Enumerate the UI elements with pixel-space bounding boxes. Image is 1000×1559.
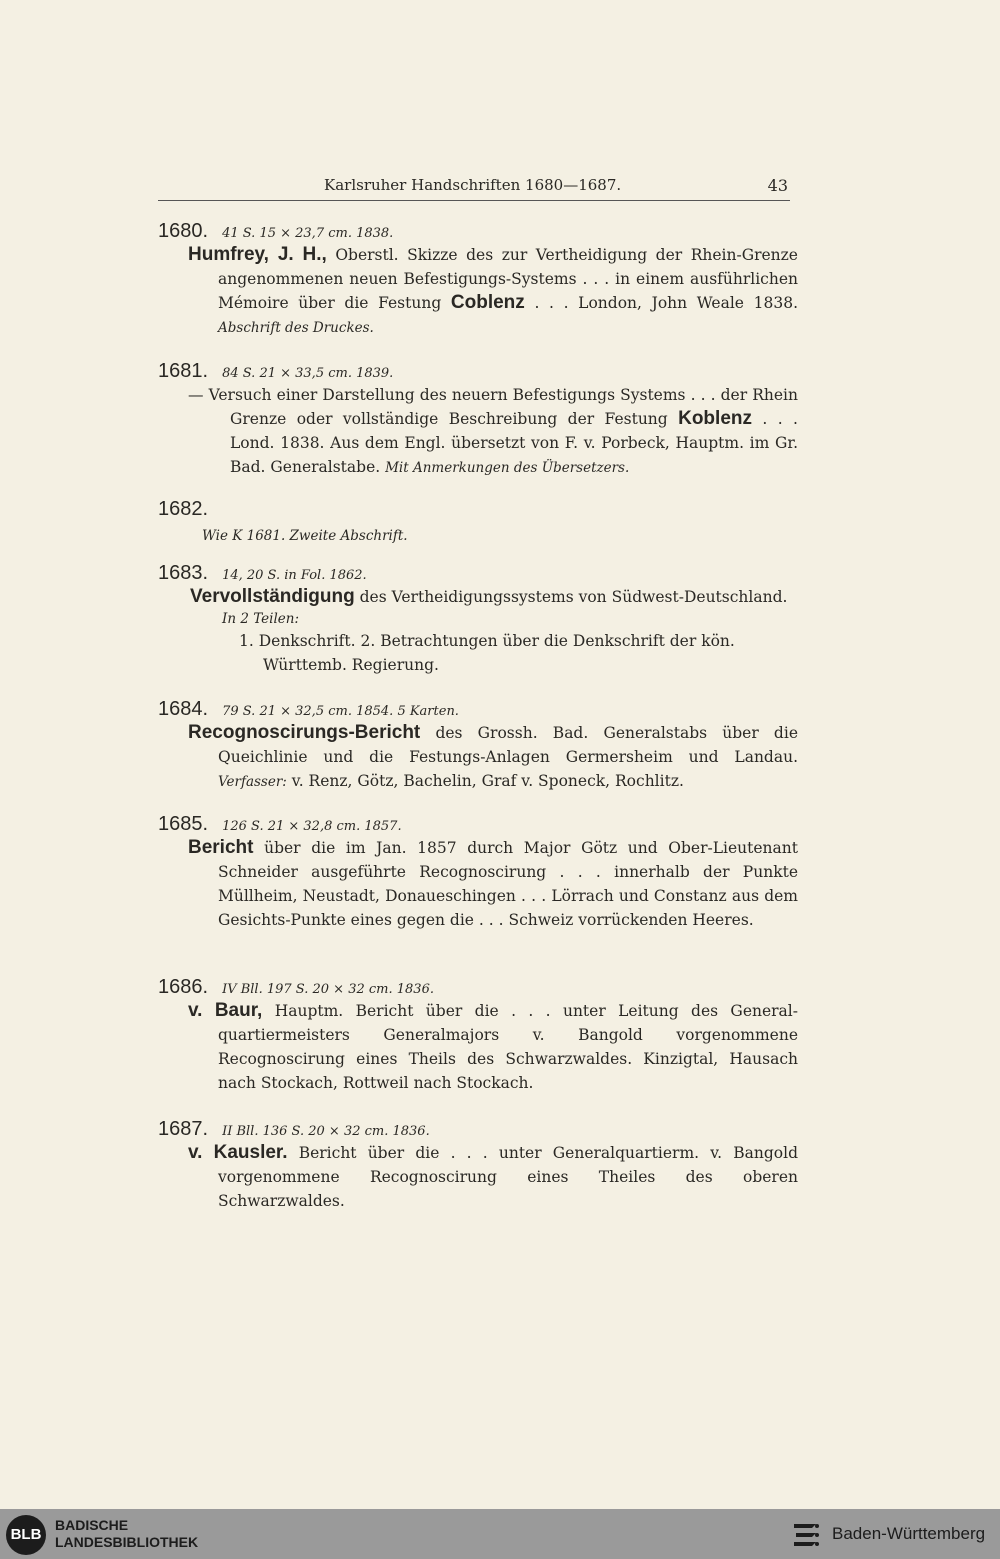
entry-number: 1687. (158, 1118, 209, 1140)
entry-title: Bericht (188, 837, 254, 858)
catalog-entry-1681 (158, 360, 798, 480)
state-name[interactable]: Baden-Württemberg (832, 1524, 986, 1543)
catalog-entry-1685 (158, 813, 798, 932)
entry-number: 1681. (158, 360, 209, 382)
entry-text: Bericht über die . . . unter Generalquartierm. v. Bangold vorgenommene Recognoscirung eines Theiles des oberen Schwarzwaldes. (218, 1144, 798, 1210)
footer-bar (0, 1509, 1000, 1559)
entry-number: 1682. (158, 498, 209, 520)
entry-body (158, 1141, 798, 1213)
entry-meta: 41 S. 15 × 23,7 cm. 1838. (222, 226, 394, 241)
entry-number: 1683. (158, 562, 209, 584)
entry-body (158, 836, 798, 932)
entry-meta: IV Bll. 197 S. 20 × 32 cm. 1836. (222, 982, 434, 997)
entry-subnote: In 2 Teilen: (222, 611, 300, 627)
entry-title: Recognoscirungs-Bericht (188, 722, 421, 743)
entry-label: Verfasser: (218, 774, 287, 790)
entry-text-cont: . . . London, John Weale 1838. (524, 294, 798, 312)
catalog-entry-1683 (158, 562, 798, 677)
entry-meta: 14, 20 S. in Fol. 1862. (222, 568, 367, 583)
entry-meta: 84 S. 21 × 33,5 cm. 1839. (222, 366, 394, 381)
entry-text: Hauptm. Bericht über die . . . unter Leitung des General-quartiermeisters Generalmajors v. Bangold vorgenommene Recognoscirung eines Theils des Schwarzwaldes. Kinzigtal, Hausach nach Stockach, Rottweil nach Stockach. (218, 1002, 798, 1092)
entry-note: Wie K 1681. Zweite Abschrift. (202, 528, 408, 544)
catalog-entry-1684 (158, 698, 798, 794)
blb-logo[interactable]: BLB (6, 1515, 46, 1555)
entry-place: Koblenz (678, 408, 752, 429)
library-name-line1: BADISCHE (55, 1517, 129, 1533)
entry-meta: II Bll. 136 S. 20 × 32 cm. 1836. (222, 1124, 430, 1139)
entry-name: Humfrey, J. H., (188, 244, 327, 265)
entry-place: Coblenz (450, 292, 525, 313)
catalog-entry-1680 (158, 220, 798, 340)
library-name[interactable] (55, 1517, 198, 1551)
entry-number: 1685. (158, 813, 209, 835)
entry-name: Kausler. (213, 1142, 288, 1163)
entry-meta: 126 S. 21 × 32,8 cm. 1857. (222, 819, 402, 834)
entry-body (158, 383, 798, 480)
entry-meta: 79 S. 21 × 32,5 cm. 1854. 5 Karten. (222, 704, 459, 719)
entry-note: Abschrift des Druckes. (218, 320, 374, 336)
entry-body (158, 999, 798, 1095)
entry-number: 1686. (158, 976, 209, 998)
entry-body (158, 243, 798, 340)
entry-body (158, 585, 798, 609)
entry-number: 1684. (158, 698, 209, 720)
catalog-entry-1687 (158, 1118, 798, 1213)
entry-text: über die im Jan. 1857 durch Major Götz und Ober-Lieutenant Schneider ausgeführte Recognoscirung . . . innerhalb der Punkte Müllheim, Neustadt, Donaueschingen . . . Lörrach und Constanz aus dem Gesichts-Punkte eines gegen die . . . Schweiz vorrückenden Heeres. (218, 839, 798, 929)
entry-text: — Versuch einer Darstellung des neuern Befestigungs Systems . . . der Rhein Grenze oder vollständige Beschreibung der Festung (188, 386, 798, 428)
catalog-entry-1682 (158, 498, 798, 551)
catalog-entry-1686 (158, 976, 798, 1095)
entry-text-cont: . . . Lond. 1838. Aus dem Engl. übersetzt von F. v. Porbeck, Hauptm. im Gr. Bad. Generalstabe. (230, 410, 798, 476)
entry-list: 1. Denkschrift. 2. Betrachtungen über die Denkschrift der kön. Württemb. Regierung. (239, 632, 735, 674)
entry-text: des Vertheidigungssystems von Südwest-Deutschland. (354, 588, 788, 606)
baden-wuerttemberg-lions-icon (790, 1520, 822, 1552)
entry-number: 1680. (158, 220, 209, 242)
entry-name: Baur, (214, 1000, 263, 1021)
entry-prefix: v. (188, 1000, 203, 1021)
library-name-line2: LANDESBIBLIOTHEK (55, 1534, 199, 1550)
running-header (158, 176, 790, 201)
entry-body (158, 721, 798, 794)
entry-text: des Grossh. Bad. Generalstabs über die Queichlinie und die Festungs-Anlagen Germersheim und Landau. (218, 724, 798, 766)
header-title: Karlsruher Handschriften 1680—1687. (324, 176, 622, 194)
entry-authors: v. Renz, Götz, Bachelin, Graf v. Sponeck, Rochlitz. (286, 772, 684, 790)
entry-prefix: v. (188, 1142, 203, 1163)
entry-note: Mit Anmerkungen des Übersetzers. (385, 460, 630, 476)
entry-text: Oberstl. Skizze des zur Vertheidigung der Rhein-Grenze angenommenen neuen Befestigungs-Systems . . . in einem ausführlichen Mémoire über die Festung (218, 246, 798, 312)
entry-title: Vervollständigung (190, 586, 355, 607)
page-number: 43 (767, 176, 788, 195)
